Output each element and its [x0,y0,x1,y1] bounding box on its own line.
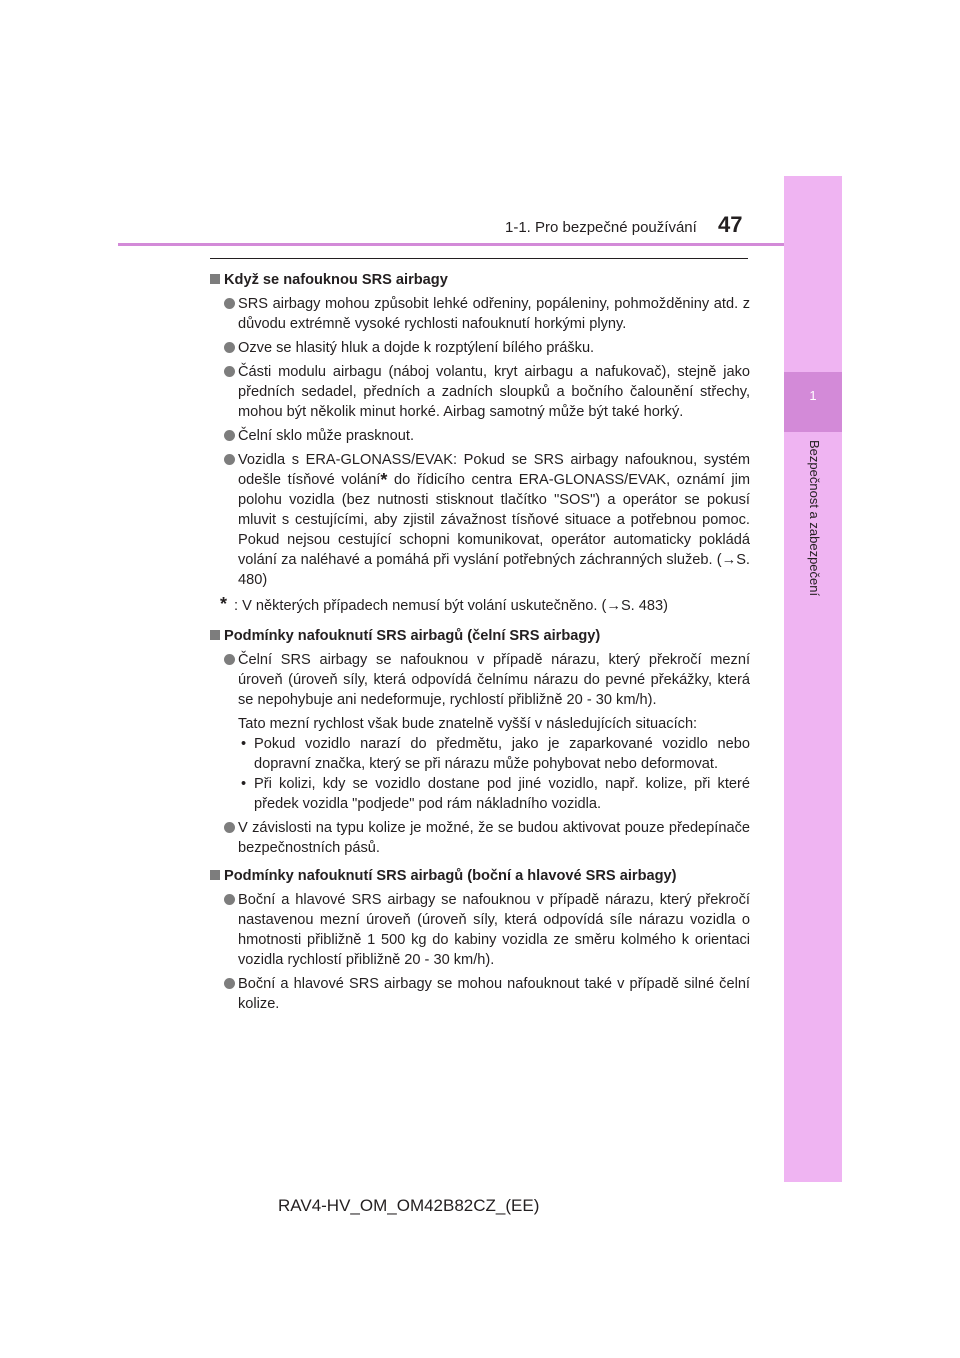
circle-bullet-icon [224,654,235,665]
list-item: V závislosti na typu kolize je možné, že se budou aktivovat pouze předepínače bezpečnostních pásů. [210,818,750,858]
list-item: Části modulu airbagu (náboj volantu, kryt airbagu a nafukovač), stejně jako předních sedadel, předních a zadních sloupků a bočního čalounění střechy, mohou být několik minut horké. Airbag samotný může být také horký. [210,362,750,422]
chapter-number: 1 [809,388,817,403]
chapter-title: Bezpečnost a zabezpečení [807,440,822,597]
list-item: Boční a hlavové SRS airbagy se mohou nafouknout také v případě silné čelní kolize. [210,974,750,1014]
square-bullet-icon [210,274,220,284]
footnote-mark: * [380,470,388,490]
circle-bullet-icon [224,430,235,441]
circle-bullet-icon [224,822,235,833]
list-item: Ozve se hlasitý hluk a dojde k rozptýlení bílého prášku. [210,338,750,358]
paragraph: Tato mezní rychlost však bude znatelně vyšší v následujících situacích: [238,716,698,732]
page-number: 47 [718,212,743,237]
sub-list-item: • Pokud vozidlo narazí do předmětu, jako je zaparkované vozidlo nebo dopravní značka, který se při nárazu může pohybovat nebo deformovat. [241,736,750,772]
content-rule [210,258,748,259]
circle-bullet-icon [224,298,235,309]
footnote: * : V některých případech nemusí být volání uskutečněno. (→S. 483) [220,594,668,614]
square-bullet-icon [210,870,220,880]
heading-side-airbags: Podmínky nafouknutí SRS airbagů (boční a hlavové SRS airbagy) [210,866,750,886]
section-title: 1-1. Pro bezpečné používání [505,219,697,236]
square-bullet-icon [210,630,220,640]
list-item: SRS airbagy mohou způsobit lehké odřeniny, popáleniny, pohmožděniny atd. z důvodu extrémně vysoké rychlosti nafouknutí horkými plyny. [210,294,750,334]
sub-list-item: • Při kolizi, kdy se vozidlo dostane pod jiné vozidlo, např. kolize, při které předek vozidla "podjede" pod rám nákladního vozidla. [241,776,750,812]
circle-bullet-icon [224,978,235,989]
circle-bullet-icon [224,454,235,465]
list-item: Boční a hlavové SRS airbagy se nafouknou v případě nárazu, který překročí nastavenou mezní úroveň (úroveň síly, která odpovídá síle nárazu vozidla o hmotnosti přibližně 1 500 kg do kabiny vozidla ze směru kolmého k orientaci vozidla rychlostí přibližně 20 - 30 km/h). [210,890,750,970]
heading-airbag-deploy: Když se nafouknou SRS airbagy [210,270,750,290]
page-content [210,266,750,1014]
circle-bullet-icon [224,342,235,353]
list-item-era-glonass: Vozidla s ERA-GLONASS/EVAK: Pokud se SRS airbagy nafouknou, systém odešle tísňové volání* do řídicího centra ERA-GLONASS/EVAK, oznámí jim polohu vozidla (bez nutnosti stisknout tlačítko "SOS") a operátor se pokusí mluvit s cestujícími, aby zjistil závažnost tísňové situace a potřebnou pomoc. Pokud nejsou cestující schopni komunikovat, operátor automaticky pokládá volání za naléhavé a pomáhá při vyslání potřebných záchranných služeb. (→S. 480) [210,450,750,590]
heading-front-airbags: Podmínky nafouknutí SRS airbagů (čelní SRS airbagy) [210,626,750,646]
sidebar-band [784,176,842,1182]
document-code: RAV4-HV_OM_OM42B82CZ_(EE) [278,1196,540,1215]
circle-bullet-icon [224,366,235,377]
header-rule [118,243,784,246]
list-item: Čelní sklo může prasknout. [210,426,750,446]
list-item: Čelní SRS airbagy se nafouknou v případě nárazu, který překročí mezní úroveň (úroveň síly, která odpovídá čelnímu nárazu do pevné překážky, která se nepohybuje ani nedeformuje, rychlostí přibližně 20 - 30 km/h). [210,650,750,710]
circle-bullet-icon [224,894,235,905]
footnote-star: * [220,594,228,614]
